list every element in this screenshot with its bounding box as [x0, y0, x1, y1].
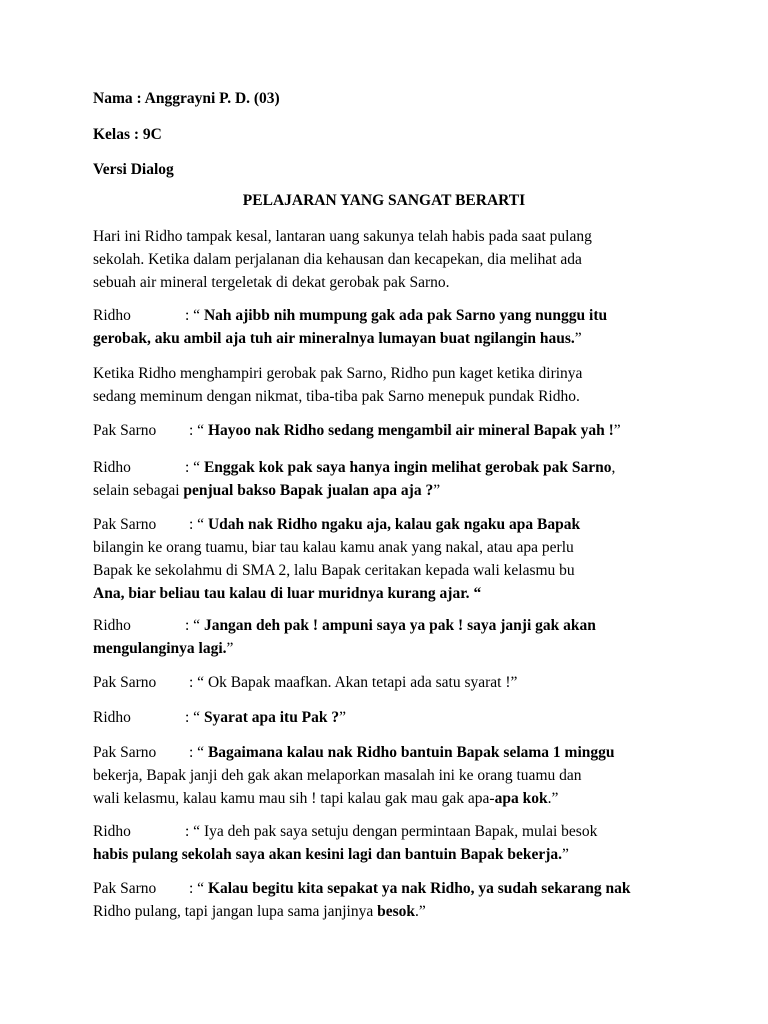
- dialog-text: bilangin ke orang tuamu, biar tau kalau kamu anak yang nakal, atau apa perlu: [93, 539, 574, 556]
- speaker: Pak Sarno: [93, 880, 157, 897]
- text-line: sebuah air mineral tergeletak di dekat gerobak pak Sarno.: [93, 274, 450, 291]
- speaker: Ridho: [93, 823, 131, 840]
- dialog-text: Iya deh pak saya setuju dengan permintaan Bapak, mulai besok: [203, 823, 598, 840]
- narration-paragraph-1: [93, 225, 683, 294]
- student-class: Kelas : 9C: [93, 126, 162, 143]
- narration-paragraph-2: [93, 362, 683, 408]
- dialog-text: penjual bakso Bapak jualan apa aja ?: [183, 482, 434, 499]
- dialog-line-3: Ridho : “ Enggak kok pak saya hanya ingin melihat gerobak pak Sarno, selain sebagai penjual bakso Bapak jualan apa aja ?”: [93, 456, 683, 502]
- student-name: Nama : Anggrayni P. D. (03): [93, 90, 280, 107]
- speaker: Pak Sarno: [93, 674, 157, 691]
- dialog-line-7: Ridho : “ Syarat apa itu Pak ?”: [93, 706, 683, 729]
- dialog-line-4: Pak Sarno : “ Udah nak Ridho ngaku aja, kalau gak ngaku apa Bapak bilangin ke orang tuamu, biar tau kalau kamu anak yang nakal, atau apa perlu Bapak ke sekolahmu di SMA 2, lalu Bapak ceritakan kepada wali kelasmu bu Ana, biar beliau tau kalau di luar muridnya kurang ajar. “: [93, 513, 683, 605]
- dialog-text: Bapak ke sekolahmu di SMA 2, lalu Bapak ceritakan kepada wali kelasmu bu: [93, 562, 575, 579]
- dialog-line-10: Pak Sarno : “ Kalau begitu kita sepakat ya nak Ridho, ya sudah sekarang nak Ridho pulang, tapi jangan lupa sama janjinya besok.”: [93, 877, 683, 923]
- dialog-text: Bagaimana kalau nak Ridho bantuin Bapak selama 1 minggu: [207, 744, 615, 761]
- speaker: Ridho: [93, 307, 131, 324]
- dialog-line-1: Ridho : “ Nah ajibb nih mumpung gak ada pak Sarno yang nunggu itu gerobak, aku ambil aja tuh air mineralnya lumayan buat ngilangin haus.”: [93, 304, 683, 350]
- version-label: Versi Dialog: [93, 161, 174, 178]
- dialog-text: Syarat apa itu Pak ?: [203, 709, 340, 726]
- dialog-text: Udah nak Ridho ngaku aja, kalau gak ngaku apa Bapak: [207, 516, 581, 533]
- dialog-line-2: Pak Sarno : “ Hayoo nak Ridho sedang mengambil air mineral Bapak yah !”: [93, 419, 683, 442]
- dialog-text: besok: [377, 903, 416, 920]
- text-line: sekolah. Ketika dalam perjalanan dia kehausan dan kecapekan, dia melihat ada: [93, 251, 582, 268]
- dialog-text: mengulanginya lagi.: [93, 640, 227, 657]
- dialog-text: gerobak, aku ambil aja tuh air mineralnya lumayan buat ngilangin haus.: [93, 330, 575, 347]
- dialog-line-5: Ridho : “ Jangan deh pak ! ampuni saya ya pak ! saya janji gak akan mengulanginya lagi.”: [93, 614, 683, 660]
- dialog-line-9: Ridho : “ Iya deh pak saya setuju dengan permintaan Bapak, mulai besok habis pulang sekolah saya akan kesini lagi dan bantuin Bapak bekerja.”: [93, 820, 683, 866]
- speaker: Ridho: [93, 709, 131, 726]
- dialog-text: Jangan deh pak ! ampuni saya ya pak ! saya janji gak akan: [203, 617, 596, 634]
- dialog-text: Ok Bapak maafkan. Akan tetapi ada satu syarat !: [207, 674, 511, 691]
- dialog-text: bekerja, Bapak janji deh gak akan melaporkan masalah ini ke orang tuamu dan: [93, 767, 582, 784]
- text-line: Hari ini Ridho tampak kesal, lantaran uang sakunya telah habis pada saat pulang: [93, 228, 592, 245]
- dialog-text: apa kok: [494, 790, 548, 807]
- speaker: Pak Sarno: [93, 744, 157, 761]
- dialog-text: Kalau begitu kita sepakat ya nak Ridho, ya sudah sekarang nak: [207, 880, 631, 897]
- text-line: sedang meminum dengan nikmat, tiba-tiba pak Sarno menepuk pundak Ridho.: [93, 388, 580, 405]
- dialog-text: Hayoo nak Ridho sedang mengambil air mineral Bapak yah !: [207, 422, 614, 439]
- speaker: Pak Sarno: [93, 516, 157, 533]
- dialog-text: Enggak kok pak saya hanya ingin melihat gerobak pak Sarno: [203, 459, 612, 476]
- dialog-text: Nah ajibb nih mumpung gak ada pak Sarno yang nunggu itu: [203, 307, 608, 324]
- dialog-line-8: Pak Sarno : “ Bagaimana kalau nak Ridho bantuin Bapak selama 1 minggu bekerja, Bapak janji deh gak akan melaporkan masalah ini ke orang tuamu dan wali kelasmu, kalau kamu mau sih ! tapi kalau gak mau gak apa-apa kok.”: [93, 741, 683, 810]
- speaker: Pak Sarno: [93, 422, 157, 439]
- speaker: Ridho: [93, 459, 131, 476]
- text-line: Ketika Ridho menghampiri gerobak pak Sarno, Ridho pun kaget ketika dirinya: [93, 365, 583, 382]
- dialog-line-6: Pak Sarno : “ Ok Bapak maafkan. Akan tetapi ada satu syarat !”: [93, 671, 683, 694]
- speaker: Ridho: [93, 617, 131, 634]
- story-title: PELAJARAN YANG SANGAT BERARTI: [242, 192, 526, 209]
- dialog-text: Ana, biar beliau tau kalau di luar muridnya kurang ajar.: [93, 585, 470, 602]
- dialog-text: habis pulang sekolah saya akan kesini lagi dan bantuin Bapak bekerja.: [93, 846, 563, 863]
